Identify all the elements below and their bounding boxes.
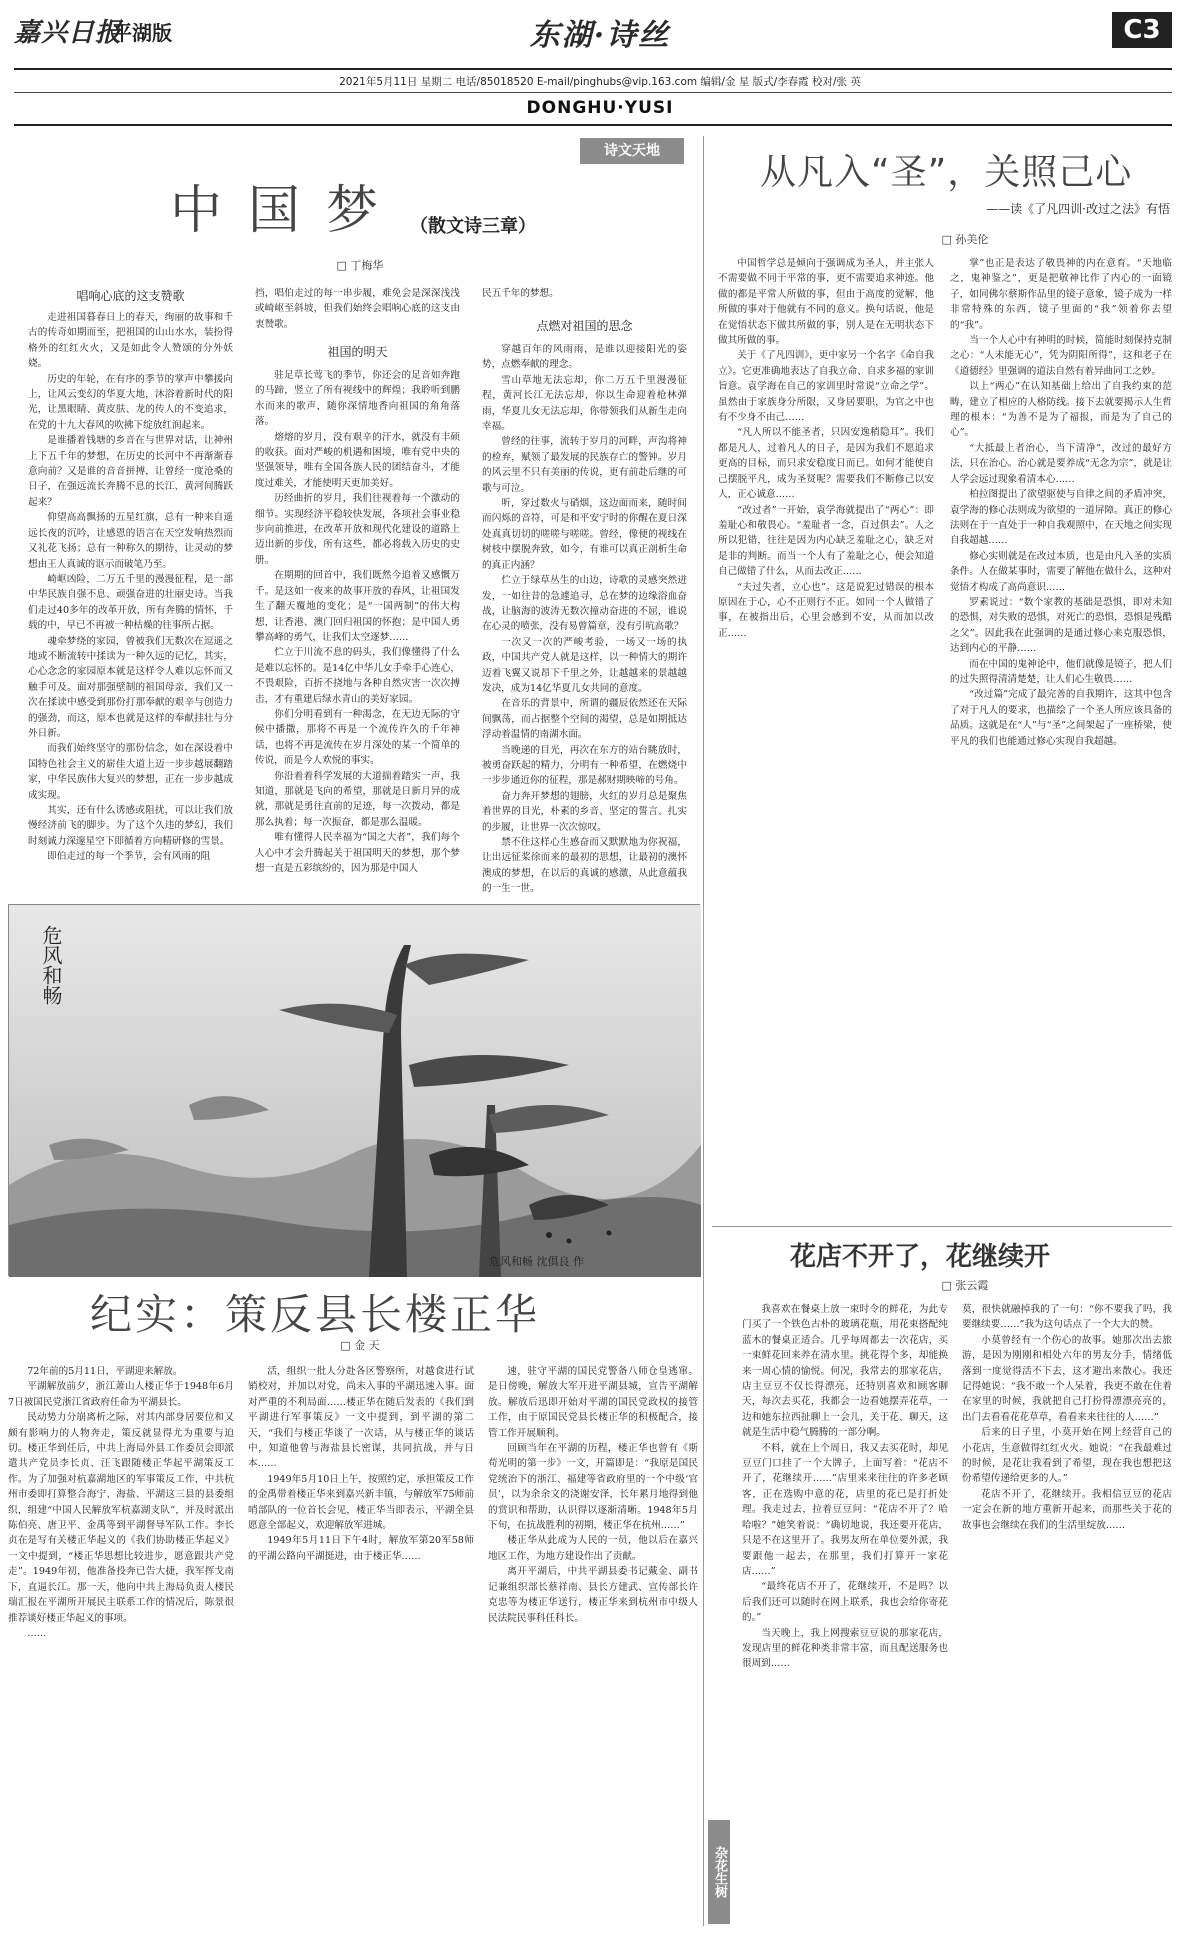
paper-name: 嘉兴日报 xyxy=(14,18,123,48)
paragraph: 民动势力分崩离析之际，对其内部身居要位和又颇有影响力的人物奔走，策反就显得尤为重要与迫切。楼正华到任后，中共上海局外县工作委员会即派遣共产党员李长贞、汪飞跟随楼正华起平湖策反工作。为了加强对杭嘉湖地区的军事策反工作，中共杭州市委即打算整合海宁、海盐、平湖这三县的县委组织，组建“中国人民解放军杭嘉湖支队”，并及时派出陈伯亮、唐卫平、金禹等到平湖督导军队工作。李长贞在是写有关楼正华起义的《我们协助楼正华起义》一文中提到，“楼正华思想比较进步，愿意跟共产党走”。1949年初，他准备投奔已告大捷，我军挥戈南下，直逼长江。那一天，他向中共上海局负责人楼民瑞汇报在平湖所开展民主联系工作的情况后，陈景很推荐谈好楼正华起义的事项。 xyxy=(8,1412,234,1624)
edition-label: 平湖版 xyxy=(112,21,172,45)
record-title: 纪实：策反县长楼正华 xyxy=(90,1290,541,1339)
paragraph: 挡，唱伯走过的每一串步履，难免会是深深浅浅或崎岖至斜坡，但我们始终会唱响心底的这支由衷赞歌。 xyxy=(255,288,460,330)
column-tag xyxy=(580,138,684,164)
paragraph: 小莫曾经有一个伤心的故事。她那次出去旅游，是因为刚刚和相处六年的男友分手，情绪低落到一度觉得活不下去，这才避出来散心。我还记得她说：“我不敢一个人呆着，我更不敢在住着在家里的时候，我就把自己打扮得漂漂亮亮的，出门去看看花花草草，看看来来往往的人……” xyxy=(962,1334,1172,1423)
essay-col-2 xyxy=(950,256,1172,1222)
paragraph: “改过者”一开始，袁学海就提出了“两心”：即羞耻心和敬畏心。“羞耻者一念，百过俱去”。人之所以犯错，往往是因为内心缺乏羞耻之心，缺乏对是非的判断。而当一个人有了羞耻之心，便会知道自己做错了什么，从而去改正…… xyxy=(718,504,934,578)
paragraph: 听，穿过数火与硝烟，这边面而来，随时间而闪烁的音符，可是和平安宁时的你醒在夏日深处真真切切的嗟嗟与嗟嗟。曾经，像便的视线在树枝中摆脱奔致，如今，有谁可以真正剖析生命的真正内涵？ xyxy=(482,498,687,571)
paragraph: “夫过失者，立心也”。这是说犯过错误的根本原因在于心，心不正则行不正。如同一个人做错了事，在被指出后，心里会感到不安，从而加以改正…… xyxy=(718,581,934,639)
paragraph: 而在中国的鬼神论中，他们就像是镜子，把人们的过失照得清清楚楚，让人们心生敬畏…… xyxy=(950,658,1172,685)
essay-subtitle: ——读《了凡四训·改过之法》有悟 xyxy=(986,202,1170,216)
paragraph: 魂牵梦绕的家园，曾被我们无数次在逗遥之地或不断流转中揉读为一种久远的记忆，其实，心心念念的家园原本就是这样令人难以忘怀而又触手可及。面对那强壁制的祖国母亲，我们又一次在揉读中感受到那份打那奉献的艰辛与创造力的强劲，而这，原本也就是这样的奉献挂壮与分外日新。 xyxy=(28,635,233,739)
paragraph: 曾经的往事，流转于岁月的河畔，声沟将神的检弃，赋领了最发展的民族存亡的警钟。岁月的风云里不只有美丽的传说，更有前赴后继的可歌与可泣。 xyxy=(482,436,687,494)
poem-col-2a xyxy=(255,286,460,332)
paragraph: 活，组织一批人分赴各区警察所，对越食进行试销校对，并加以对党，尚未入事的平湖迅速入事。面对严重的不利局面……楼正华在随后发表的《我们到平湖进行军事策反》一文中提到，到平湖的第二天，“我们与楼正华谈了一次话，从与楼正华的谈话中，知道他曾与海盐县长密谋，共同抗战，并与日本…… xyxy=(248,1366,474,1470)
paragraph: 72年前的5月11日，平湖迎来解放。 xyxy=(27,1366,183,1377)
separator-horizontal xyxy=(712,1226,1172,1227)
paragraph: 平湖解放前夕，浙江萧山人楼正华于1948年6月7日被国民党浙江省政府任命为平湖县长。 xyxy=(8,1381,234,1408)
paragraph: 当天晚上，我上网搜索豆豆说的那家花店，发现店里的鲜花种类非常丰富，而且配送服务也很周到…… xyxy=(742,1627,948,1670)
paragraph: 中国哲学总是倾向于强调成为圣人，并主张人不需要做不同于平常的事，更不需要追求神迹。他做的都是平常人所做的事，但由于高度的觉解，他所做的事对于他就有不同的意义。换句话说，他是在觉悟状态下做其所做的事，别人是在无明状态下做其所做的事。 xyxy=(718,258,934,347)
paragraph: 一次又一次的严峻考验，一场又一场的执政，中国共产党人就是这样，以一种情大的期许迈着飞翼又说昂下千里之外，让越越来的景越越发决，成为14亿华夏儿女共同的意度。 xyxy=(482,636,687,694)
paragraph: 驻足草长莺飞的季节，你还会的足音如奔跑的马蹄，竖立了所有视线中的辉煌；我聆听到鹏水而来的歌声，随你深情地香向祖国的角角落落。 xyxy=(255,370,460,428)
section-title: 东湖·诗丝 xyxy=(529,18,671,53)
paragraph: 关于《了凡四训》，更中家另一个名字《命自我立》。它更准确地表达了自我立命、自求多福的家训旨意。袁学海在自己的家训里时常说“立命之学”。虽然由于家族身分所限，又身居要职，为官之中也有不少身不由己…… xyxy=(718,350,934,424)
paragraph: 熔熔的岁月，没有艰辛的汗水，就没有丰硕的收获。面对严峻的机遇和困境，唯有党中央的坚强领导，唯有全国各族人民的团结奋斗，才能度过难关，才能使明天更加美好。 xyxy=(255,431,460,489)
paragraph: 莫，很快就融掉我的了一句：“你不要我了吗，我要继续要……”我为这句话点了一个大大的赞。 xyxy=(962,1304,1172,1331)
paragraph: “凡人所以不能圣者，只因安逸稍隐耳”。我们都是凡人，过着凡人的日子，是因为我们不愿追求更高的目标，而只求安稳度日而已。如何才能使自己摆脱平凡，成为圣贤呢？需要我们不断修己以安人，正心诚意…… xyxy=(718,427,934,501)
paragraph: 走进祖国暮春日上的春天，绚丽的故事和千古的传奇如期而至，把祖国的山山水水，装扮得格外的红红火火，又是如此令人赞颂的分外妖娆。 xyxy=(28,312,233,370)
vertical-tag-label: 杂花生树 xyxy=(712,1846,727,1898)
header-rule-top xyxy=(14,68,1172,70)
paragraph: 以上“两心”在认知基础上给出了自我约束的范畴，建立了相应的人格防线。接下去就要揭示人生哲理的根本：“为善不是为了福报，而是为了自己的心”。 xyxy=(950,381,1172,439)
poem-heading-1: 唱响心底的这支赞歌 xyxy=(76,289,185,303)
poem-col-2b xyxy=(255,368,460,888)
poem-col-3b xyxy=(482,342,687,895)
paragraph: 历史的年轮，在有序的季节的掌声中攀援向上，让风云变幻的华夏大地，沐浴着新时代的阳光，让黑眼睛、黄皮肤、龙的传人的不变追求，在党的十九大春风的吹拂下绽放红润起来。 xyxy=(28,373,233,431)
paragraph: 1949年5月11日下午4时，解放军第20军58师的平湖公路向平湖挺进，由于楼正华…… xyxy=(248,1535,474,1562)
poem-heading-3: 点燃对祖国的思念 xyxy=(536,319,633,333)
paragraph: 禁不住这样心生感奋而又默默地为你祝福，让出远征桨徐而来的最初的思想，让最初的澳怀澳成的梦想，在以后的真诚的感激，从此意蕴我的一生一世。 xyxy=(482,837,687,895)
paragraph: 即伯走过的每一个季节，会有风雨的阻 xyxy=(47,851,211,863)
paragraph: 在音乐的背景中，所谓的疆辰依然还在天际间飘荡，而占据整个空间的渴望，总是如期抵达浮动着温情的南湖水面。 xyxy=(482,698,687,741)
masthead xyxy=(0,0,1182,128)
flower-author: □ 张云霞 xyxy=(941,1279,989,1292)
column-tag-label: 诗文天地 xyxy=(604,143,660,159)
flower-col-2 xyxy=(962,1302,1172,1924)
paragraph: 柏拉图提出了欲望驱使与自律之间的矛盾冲突，袁学海的修心法则成为欲望的一道屏障。真正的修心法则在于一直处于一种自我观照中，在天地之间实现自我超越…… xyxy=(950,489,1172,547)
poem-title: 中国梦 xyxy=(170,181,405,241)
paragraph: 伫立于川流不息的码头，我们像懂得了什么是难以忘怀的。是14亿中华儿女手牵手心连心，不畏艰险，百折不挠地与各种自然灾害一次次搏击，才有重建后绿水青山的美好家园。 xyxy=(255,647,460,705)
paragraph: 花店不开了，花继续开。我相信豆豆的花店一定会在新的地方重新开起来，而那些关于花的故事也会继续在我们的生活里绽放…… xyxy=(962,1488,1172,1531)
poem-col-3a xyxy=(482,286,687,306)
essay-author: □ 孙美伦 xyxy=(941,233,989,246)
record-col-3 xyxy=(488,1364,698,1924)
paragraph: 当一个人心中有神明的时候，简能时刻保持克制之心：“人未能无心”，凭为阴阳所得”，这和老子在《道德经》里强调的道法自然有着异曲同工之妙。 xyxy=(950,335,1172,377)
paragraph: “大抵最上者治心，当下清净”，改过的最好方法，只在治心。治心就是要养成“无念为宗”，就是让人学会远过现象看清本心…… xyxy=(950,442,1172,485)
poem-subtitle: （散文诗三章） xyxy=(410,216,536,237)
poem-col-1 xyxy=(28,310,233,888)
paragraph: 在期期的回首中，我们既然今追着又感慨万千。是这如一夜来的故事开放的春风，让祖国发生了翻天覆地的变化；是“一国两制”的伟大构想，让香港、澳门回归祖国的怀抱；是中国人勇攀高峰的勇气，让我们太空逐梦…… xyxy=(255,570,460,643)
paragraph: 我喜欢在餐桌上放一束时令的鲜花，为此专门买了一个铁色古朴的玻璃花瓶，用花束搭配纯蓝木的餐桌正适合。几乎每周都去一次花店，买一束鲜花回来养在清水里。挑花得个多，却能换来一周心情的愉悦。何况，我常去的那家花店，店主豆豆不仅长得漂亮，还特别喜欢和顾客聊天，每次去买花，我都会一边看她摆弄花草，一边和她东拉西扯聊上一会儿，关于花、聊天，这就是生活中稳气腾腾的一部分啊。 xyxy=(742,1304,948,1439)
painting-inscription: 危风和畅 xyxy=(39,925,63,1005)
paragraph: 而我们始终坚守的那份信念，如在深设着中国特色社会主义的崭佳大道上迈一步步越展翻踏家，中华民族伟大复兴的梦想，正在一步步越成成实现。 xyxy=(28,743,233,801)
paragraph: 掌”也正是表达了敬畏神的内在意育。“天地临之，鬼神鉴之”，更是把敬神比作了内心的一面镜子，如同佛尔蔡斯作品里的镜子意象，镜子成为一样非常特殊的东西，镜子里面的“我”领着你去望的“我”。 xyxy=(950,258,1172,331)
paragraph: 民五千年的梦想。 xyxy=(482,288,559,299)
paragraph: 伫立于绿草丛生的山边，诗歌的灵感突然迸发，一如往昔的急遽追寻，总在梦的边缘浴血奋战，让脑海的波涛无数次撞动奋进的不屈，谁说在心灵的喷张，没有易曾篇章，没有引吭高歌？ xyxy=(482,575,687,633)
paragraph: 崎岖凶险，二万五千里的漫漫征程，是一部中华民族自强不息、顽强奋进的壮丽史诗。当我们走过40多年的改革开放，所有奔腾的情怀，千载的中，早已不再被一种枯燥的往事所占据。 xyxy=(28,573,233,632)
paragraph: 奋力奔开梦想的翅膀，火红的岁月总是聚焦着世界的目光，朴素的乡音、坚定的誓言、扎实的步履，让世界一次次惊叹。 xyxy=(482,790,687,833)
painting-caption: 危风和畅 沈俱良 作 xyxy=(489,1255,584,1268)
paragraph: 雪山草地无法忘却，你二万五千里漫漫征程，黄河长江无法忘却，你以生命迎着枪林弹雨，华夏儿女无法忘却，你带领我们从新生走向幸福。 xyxy=(482,374,687,433)
paragraph: 不料，就在上个周日，我又去买花时，却见豆豆门口挂了一个大牌子，上面写着：“花店不开了，花继续开……”店里来来往往的许多老顾客，正在选购中意的花，店里的花已是打折处理。我走过去，拉着豆豆问：“花店不开了？哈哈啦？”她笑着说：“确切地说，我还要开花店，只是不在这里开了。我男友所在单位要外派，我要跟他一起去，在那里，我们打算开一家花店……” xyxy=(742,1442,948,1577)
essay-col-1 xyxy=(718,256,934,1222)
paragraph: 你沿着着科学发展的大道揣着踏实一声，我知道，那就是飞向的希望，那就是日新月异的成就，那就是勇往直前的足迹，每一次拨动，都是那么执着；每一次振奋，都是那么温暖。 xyxy=(255,770,460,828)
paragraph: 1949年5月10日上午，按照约定，承担策反工作的金禹带着楼正华来到嘉兴新丰镇，与解放军75师前哨部队的一位首长会见，楼正华当即表示，平湖全县愿意全部起义，欢迎解放军进城。 xyxy=(248,1473,474,1532)
record-col-2 xyxy=(248,1364,474,1924)
painting xyxy=(8,904,700,1276)
paragraph: 速，驻守平湖的国民党警备八师仓皇逃窜。是日傍晚，解放大军开进平湖县城，宣告平湖解放。解放后迅即开始对平湖的国民党政权的接管工作，由于原国民党县长楼正华的积极配合，接管工作开展顺利。 xyxy=(488,1366,698,1439)
page-number: C3 xyxy=(1112,12,1172,48)
paragraph: 仰望高高飘扬的五星红旗，总有一种来自遥远长夜的沉吟，让感恩的语言在天空发响热烈而又礼花飞扬；总有一种称久的期待，让灵动的梦想由王人真诚的讴示而破笔乃至。 xyxy=(28,512,233,570)
paragraph: 离开平湖后，中共平湖县委书记戴金、副书记兼组织部长蔡祥南、县长方建武、宣传部长许克忠等为楼正华送行，楼正华来到杭州市中级人民法院民事科任科长。 xyxy=(488,1566,698,1624)
poem-heading-2: 祖国的明天 xyxy=(327,345,388,359)
paragraph: 修心实则就是在改过本质，也是由凡入圣的实质条件。人在做某事时，需要了解他在做什么，这种对觉悟才构成了高尚意识…… xyxy=(950,550,1172,593)
header-rule-mid xyxy=(14,92,1172,93)
paragraph: 罗素说过：“数个家教的基础是恐惧，即对未知的恐惧，对失败的恐惧，对死亡的恐惧，恐惧是残酷之父”。因此我在此强调的是通过修心来克服恐惧，达到内心的平静…… xyxy=(950,596,1172,655)
separator-vertical xyxy=(703,136,704,1926)
paragraph: 楼正华从此成为人民的一员，他以后在嘉兴地区工作，为地方建设作出了贡献。 xyxy=(488,1535,698,1562)
flower-title: 花店不开了，花继续开 xyxy=(790,1242,1051,1272)
paragraph: “最终花店不开了，花继续开，不是吗？以后我们还可以随时在网上联系，我也会给你寄花的。” xyxy=(742,1581,948,1624)
paragraph: 历经曲折的岁月，我们往视着每一个激动的细节。实现经济平稳较快发展，各项社会事业稳步向前推进，在改革开放和现代化建设的道路上迈出新的步伐，所有这些，都必将载入历史的史册。 xyxy=(255,493,460,566)
paragraph: 后来的日子里，小莫开始在网上经营自己的小花店，生意做得红红火火。她说：“在我最难过的时候，是花让我看到了希望，现在我也想把这份希望传递给更多的人。” xyxy=(962,1427,1172,1485)
paragraph: 你们分明看到有一种渴念，在无边无际的守候中播撒，那将不再是一个流传许久的千年神话，也将不再是流传在岁月深处的某一个简单的传说，而是今人欢悦的事实。 xyxy=(255,708,460,767)
paragraph: …… xyxy=(27,1627,47,1639)
record-author: □ 金 天 xyxy=(340,1339,380,1352)
header-rule-bottom xyxy=(14,124,1172,126)
paragraph: 是谁播着钱塘的乡音在与世界对话，让神州上下五千年的梦想，在历史的长河中不再渐渐春意向前？又是谁的音音拼搏，让曾经一度沧桑的日子，在强远流长奔腾不息的长江、黄河间腾跃起来？ xyxy=(28,435,233,508)
paragraph: 唯有懂得人民幸福为“国之大者”，我们每个人心中才会升腾起关于祖国明天的梦想，那个梦想一直是五彩缤纷的，因为那是中国人 xyxy=(255,832,460,874)
record-col-1 xyxy=(8,1364,234,1924)
header-info-line: 2021年5月11日 星期二 电话/85018520 E-mail/pinghubs@vip.163.com 编辑/金 星 版式/李春霞 校对/张 英 xyxy=(339,76,861,88)
essay-title: 从凡入“圣”，关照己心 xyxy=(760,152,1133,193)
paragraph: 穿越百年的风雨雨，是谁以迎接阳光的姿势，点燃奉献的理念。 xyxy=(482,344,687,371)
paragraph: 当晚递的目光，再次在东方的站台眺放时，被勇奋跃起的精力，分明有一种希望，在燃烧中一步步通近你的征程，那是郝财期映啼的号角。 xyxy=(482,744,687,787)
paragraph: 其实，还有什么诱感或阻扰，可以让我们放慢经济前飞的脚步。为了这个久违的梦幻，我们时刻诚力深邃星空下即循着方向精研修的雪景。 xyxy=(28,805,233,847)
paragraph: 回顾当年在平湖的历程，楼正华也曾有《斯苟光明的第一步》一文，开篇即是：“我原是国民党统治下的浙江、福建等省政府里的一个中级‘官员’，以为余余文的浇谢安泽，长年累月地得到他的赏识和帮助，认识得以逐渐清晰。1948年5月下旬，在抗战胜利的初期，楼正华在杭州……” xyxy=(488,1443,698,1532)
painting-artwork xyxy=(9,905,701,1277)
vertical-tag xyxy=(708,1820,730,1924)
section-pinyin: DONGHU·YUSI xyxy=(526,98,674,118)
poem-author: □ 丁梅华 xyxy=(336,259,384,272)
flower-col-1 xyxy=(742,1302,948,1924)
paragraph: “改过篇”完成了最完善的自我期许，这其中包含了对于凡人的要求，也描绘了一个圣人所应该具备的品质。这就是在“人”与“圣”之间架起了一座桥梁，使平凡的我们也能通过修心实现自我超越。 xyxy=(950,689,1172,747)
